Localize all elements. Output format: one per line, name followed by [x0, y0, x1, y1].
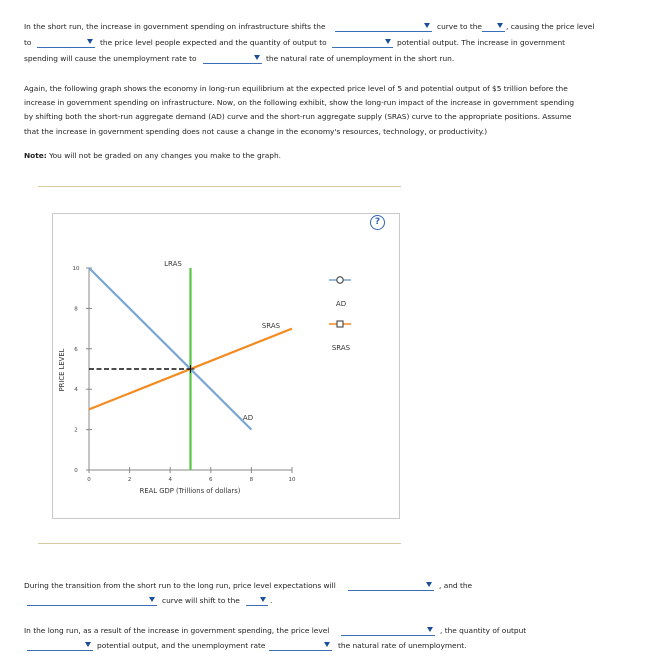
chevron-down-icon [324, 642, 330, 647]
q1-text-3: , causing the price level [506, 22, 595, 31]
q2-text-2: , and the [439, 581, 473, 590]
chevron-down-icon [260, 597, 266, 602]
y-tick-label: 2 [74, 427, 78, 434]
note-text: You will not be graded on any changes you make to the graph. [49, 151, 282, 160]
chevron-down-icon [427, 627, 433, 632]
sras-tool-label: SRAS [331, 344, 351, 352]
y-tick-label: 4 [74, 387, 78, 394]
help-icon[interactable]: ? [370, 215, 385, 230]
q1-text-5: the price level people expected and the quantity of output to [100, 38, 327, 47]
q2-text-3: curve will shift to the [162, 596, 240, 605]
q1-text-7: spending will cause the unemployment rate to [24, 54, 197, 63]
ad-tool-label: AD [335, 300, 347, 308]
x-ticks [87, 467, 296, 483]
x-tick-label: 4 [168, 477, 172, 483]
q3-text-4: the natural rate of unemployment. [338, 641, 467, 650]
q1-text-1: In the short run, the increase in government spending on infrastructure shifts the [24, 22, 326, 31]
chevron-down-icon [426, 582, 432, 587]
y-tick-label: 6 [74, 346, 78, 353]
sras-tool[interactable] [329, 321, 351, 352]
y-axis-label: PRICE LEVEL [58, 348, 66, 392]
x-tick-label: 8 [249, 477, 254, 483]
q1-text-8: the natural rate of unemployment in the short run. [266, 54, 455, 63]
q1-text-4: to [24, 38, 32, 47]
ad-tool[interactable] [329, 277, 351, 308]
instructions-line-4: that the increase in government spending does not cause a change in the economy's resources, technology, or productivity.) [24, 126, 488, 136]
y-tick-label: 10 [72, 266, 80, 272]
q1-text-2: curve to the [437, 22, 482, 31]
q2-curve-dropdown[interactable] [27, 596, 157, 606]
q2-text-1: During the transition from the short run to the long run, price level expectations will [24, 581, 336, 590]
instructions-line-3: by shifting both the short-run aggregate demand (AD) curve and the short-run aggregate supply (SRAS) curve to the appropriate positions. Assume [24, 112, 572, 122]
x-tick-label: 2 [127, 477, 132, 483]
x-tick-label: 0 [87, 477, 91, 483]
y-tick-label: 0 [74, 468, 78, 474]
x-tick-label: 10 [288, 477, 296, 483]
x-tick-label: 6 [209, 477, 213, 483]
chevron-down-icon [85, 642, 91, 647]
ad-curve[interactable] [89, 268, 254, 430]
instructions-line-2: increase in government spending on infrastructure. Now, on the following exhibit, show the long-run impact of the increase in government spending [24, 98, 575, 108]
q3-text-1: In the long run, as a result of the increase in government spending, the price level [24, 626, 330, 635]
q2-direction-dropdown[interactable] [246, 596, 268, 606]
q3-output-dropdown[interactable] [27, 641, 93, 651]
q3-text-2: , the quantity of output [440, 626, 527, 635]
q3-price-level-dropdown[interactable] [341, 626, 435, 636]
q3-text-3: potential output, and the unemployment rate [97, 641, 266, 650]
x-axis-label: REAL GDP (Trillions of dollars) [139, 487, 241, 495]
chevron-down-icon [149, 597, 155, 602]
note-label: Note: [24, 151, 47, 160]
q2-expectations-dropdown[interactable] [348, 581, 434, 591]
instructions-line-1: Again, the following graph shows the economy in long-run equilibrium at the expected price level of 5 and potential output of $5 trillion before the [24, 84, 568, 93]
q3-unemployment-dropdown[interactable] [269, 641, 332, 651]
q1-text-6: potential output. The increase in government [397, 38, 566, 47]
ad-label: AD [242, 414, 254, 422]
divider-bottom [38, 543, 401, 544]
q2-text-4: . [270, 596, 273, 605]
lras-label: LRAS [164, 260, 182, 268]
sras-label: SRAS [261, 322, 281, 330]
y-tick-label: 8 [74, 306, 78, 313]
